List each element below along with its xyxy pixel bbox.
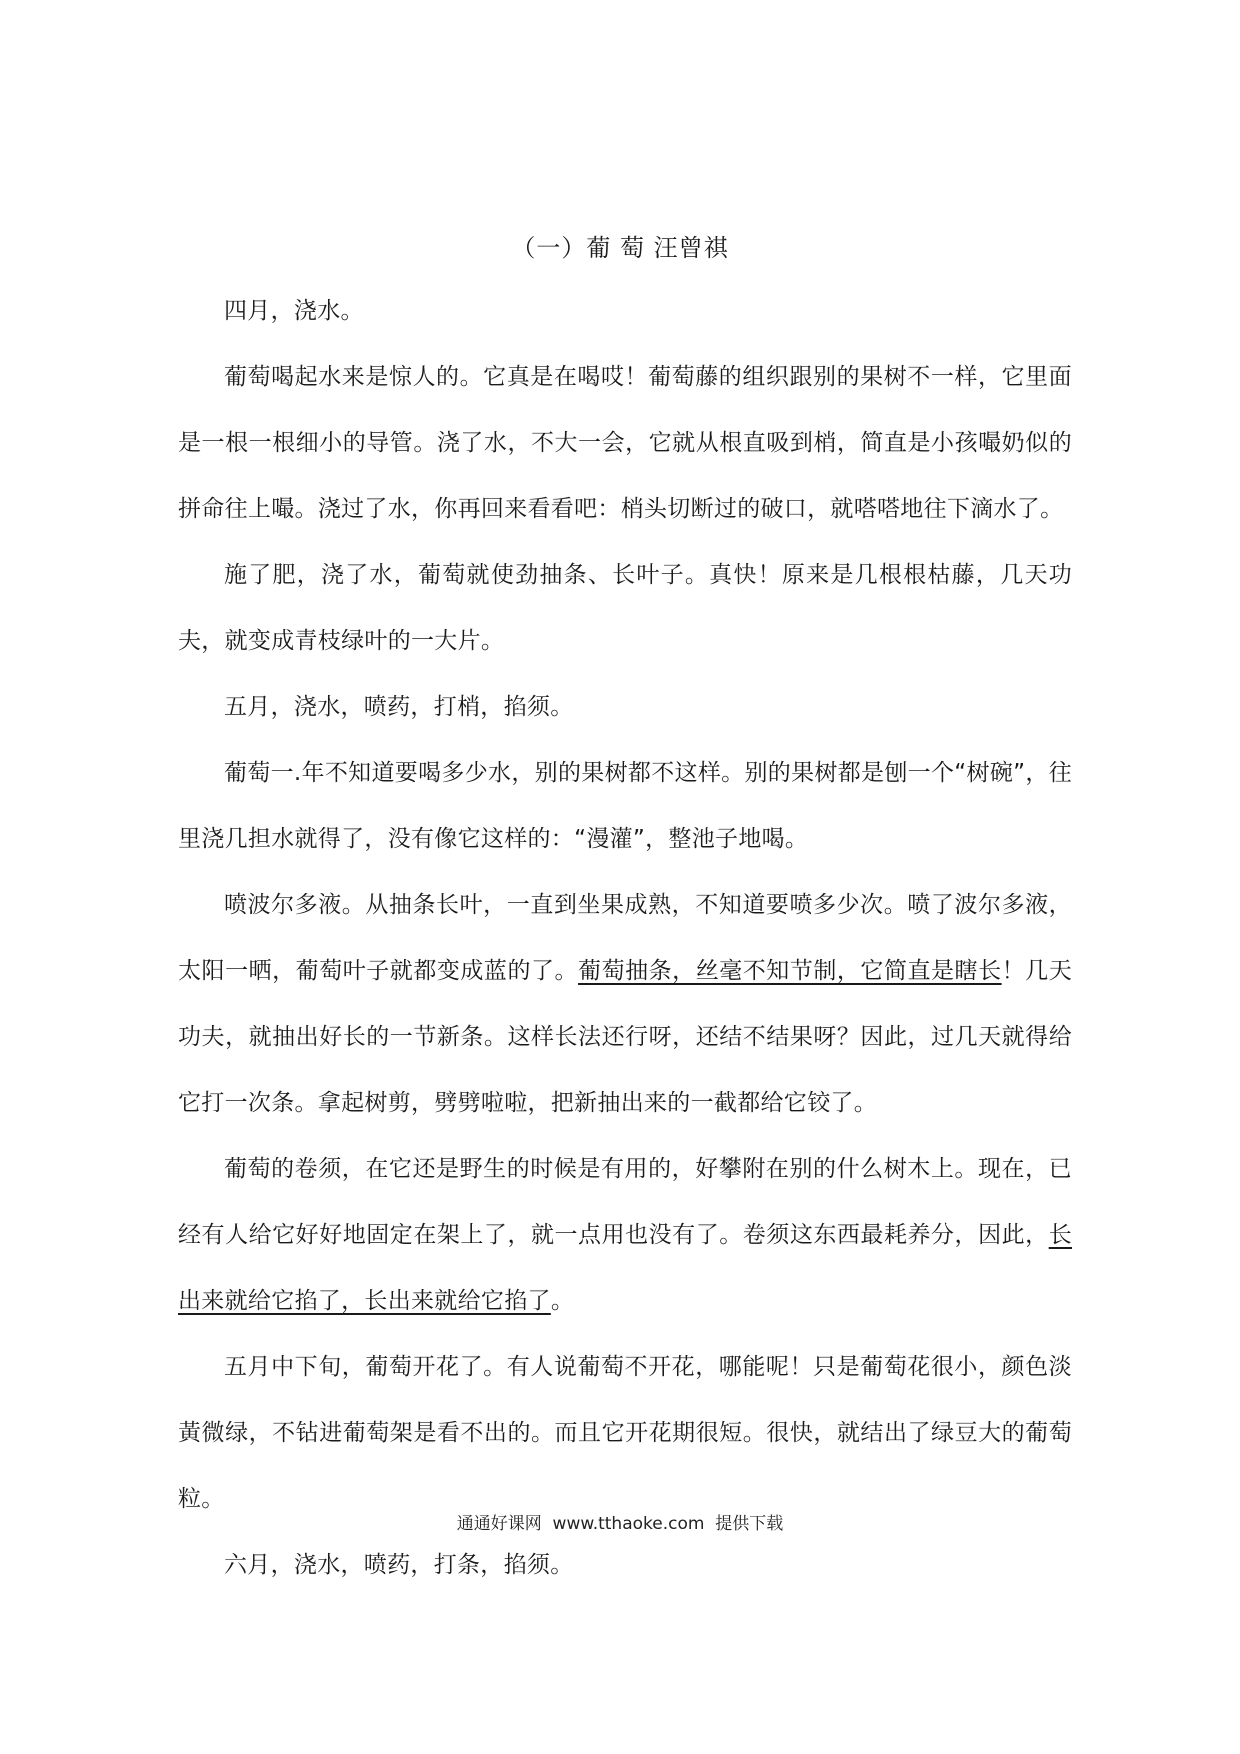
text-segment: 葡萄的卷须，在它还是野生的时候是有用的，好攀附在别的什么树木上。现在，已经有人给它好好地固定在架上了，就一点用也没有了。卷须这东西最耗养分，因此，	[178, 1156, 1072, 1248]
page-footer: 通通好课网 www.tthaoke.com 提供下载	[456, 1514, 784, 1534]
text-segment: 。	[550, 1288, 575, 1314]
underlined-text: 长出来就给它掐了，长出来就给它掐了	[178, 1222, 1072, 1314]
paragraph	[178, 1532, 1072, 1598]
text-segment: 四月，浇水。	[224, 298, 364, 324]
paragraph	[178, 542, 1072, 674]
text-segment: 六月，浇水，喷药，打条，掐须。	[224, 1552, 574, 1578]
text-segment: 五月中下旬，葡萄开花了。有人说葡萄不开花，哪能呢！只是葡萄花很小，颜色淡黃微绿，不钻进葡萄架是看不出的。而且它开花期很短。很快，就结出了绿豆大的葡萄粒。	[178, 1354, 1072, 1512]
document-title: （一）葡 萄 汪曾祺	[511, 234, 729, 262]
text-segment: 葡萄一.年不知道要喝多少水，别的果树都不这样。别的果树都是刨一个“树碗”，往里浇几担水就得了，没有像它这样的：“漫灌”，整池子地喝。	[178, 760, 1072, 852]
paragraph	[178, 1334, 1072, 1532]
underlined-text: 葡萄抽条，丝毫不知节制，它简直是瞎长	[578, 958, 1002, 984]
paragraph	[178, 674, 1072, 740]
text-segment: 施了肥，浇了水，葡萄就使劲抽条、长叶子。真快！原来是几根根枯藤，几天功夫，就变成青枝绿叶的一大片。	[178, 562, 1072, 654]
text-segment: 葡萄喝起水来是惊人的。它真是在喝哎！葡萄藤的组织跟别的果树不一样，它里面是一根一根细小的导管。浇了水，不大一会，它就从根直吸到梢，简直是小孩嘬奶似的拼命往上嘬。浇过了水，你再回来看看吧：梢头切断过的破口，就嗒嗒地往下滴水了。	[178, 364, 1072, 522]
text-segment: 喷波尔多液。从抽条长叶，一直到坐果成熟，不知道要喷多少次。喷了波尔多液，太阳一晒，葡萄叶子就都变成蓝的了。	[178, 892, 1072, 984]
paragraph	[178, 278, 1072, 344]
text-segment: 五月，浇水，喷药，打梢，掐须。	[224, 694, 574, 720]
document-body	[178, 278, 1072, 1598]
paragraph	[178, 1136, 1072, 1334]
paragraph	[178, 740, 1072, 872]
paragraph	[178, 872, 1072, 1136]
text-segment: ！几天功夫，就抽出好长的一节新条。这样长法还行呀，还结不结果呀？因此，过几天就得给它打一次条。拿起树剪，劈劈啦啦，把新抽出来的一截都给它铰了。	[178, 958, 1072, 1116]
paragraph	[178, 344, 1072, 542]
